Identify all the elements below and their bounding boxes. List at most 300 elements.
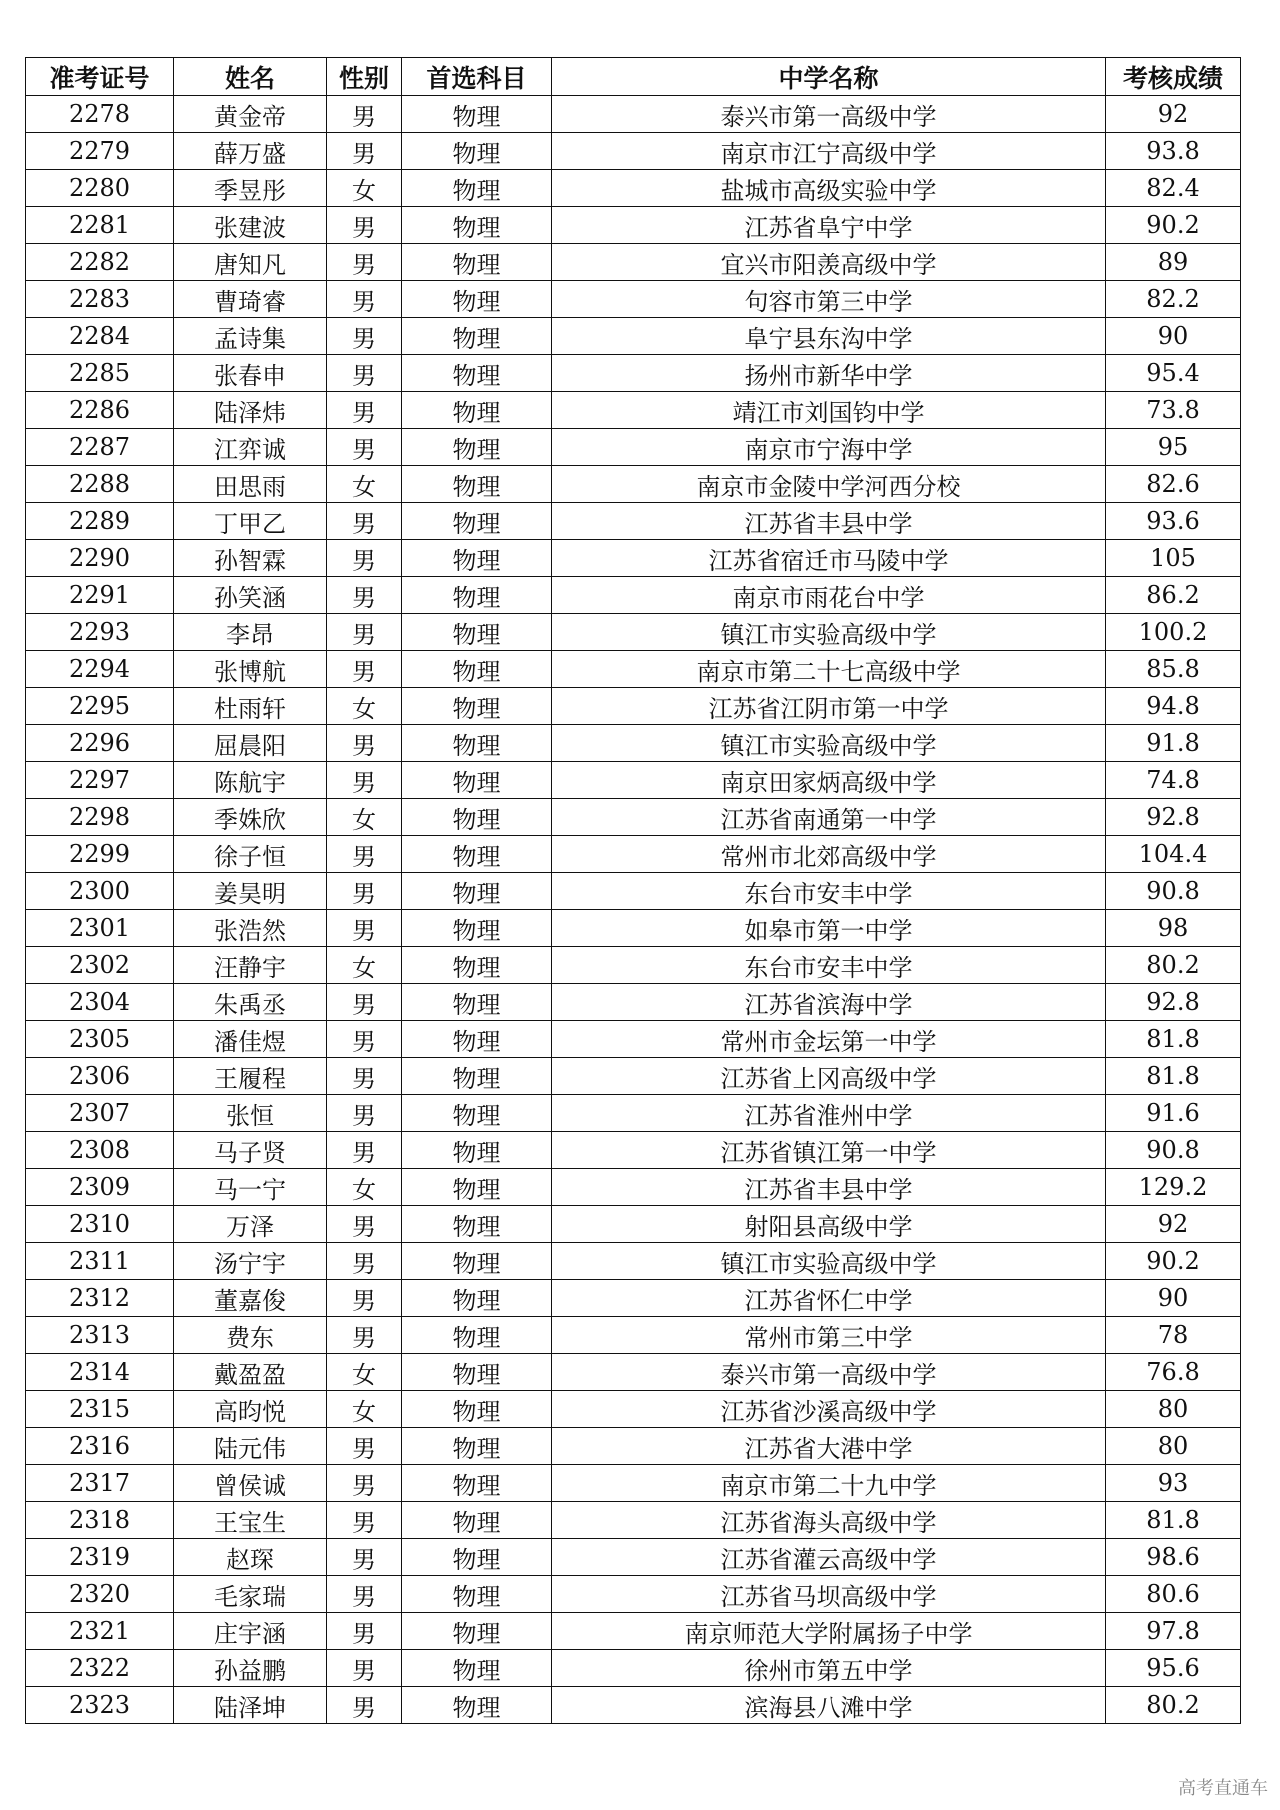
gender-cell: 男 bbox=[327, 1280, 402, 1317]
score-cell: 78 bbox=[1106, 1317, 1241, 1354]
school-cell: 江苏省阜宁中学 bbox=[552, 207, 1106, 244]
score-cell: 95.4 bbox=[1106, 355, 1241, 392]
table-row bbox=[26, 96, 1241, 133]
table-row bbox=[26, 1132, 1241, 1169]
score-cell: 97.8 bbox=[1106, 1613, 1241, 1650]
subject-cell: 物理 bbox=[402, 1169, 552, 1206]
subject-cell: 物理 bbox=[402, 947, 552, 984]
score-cell: 105 bbox=[1106, 540, 1241, 577]
score-cell: 76.8 bbox=[1106, 1354, 1241, 1391]
school-cell: 南京市第二十七高级中学 bbox=[552, 651, 1106, 688]
score-cell: 73.8 bbox=[1106, 392, 1241, 429]
name-cell: 马子贤 bbox=[174, 1132, 327, 1169]
table-row bbox=[26, 1391, 1241, 1428]
name-cell: 张春申 bbox=[174, 355, 327, 392]
name-cell: 孙智霖 bbox=[174, 540, 327, 577]
table-row bbox=[26, 614, 1241, 651]
name-cell: 李昂 bbox=[174, 614, 327, 651]
name-cell: 汤宁宇 bbox=[174, 1243, 327, 1280]
name-cell: 戴盈盈 bbox=[174, 1354, 327, 1391]
table-row bbox=[26, 836, 1241, 873]
gender-cell: 女 bbox=[327, 1354, 402, 1391]
exam-id-cell: 2280 bbox=[26, 170, 174, 207]
table-row bbox=[26, 1317, 1241, 1354]
exam-id-cell: 2312 bbox=[26, 1280, 174, 1317]
header-school: 中学名称 bbox=[552, 58, 1106, 96]
name-cell: 马一宁 bbox=[174, 1169, 327, 1206]
school-cell: 南京市宁海中学 bbox=[552, 429, 1106, 466]
name-cell: 屈晨阳 bbox=[174, 725, 327, 762]
subject-cell: 物理 bbox=[402, 1428, 552, 1465]
school-cell: 镇江市实验高级中学 bbox=[552, 1243, 1106, 1280]
exam-id-cell: 2316 bbox=[26, 1428, 174, 1465]
score-cell: 82.4 bbox=[1106, 170, 1241, 207]
table-row bbox=[26, 1206, 1241, 1243]
table-row bbox=[26, 392, 1241, 429]
score-cell: 92.8 bbox=[1106, 984, 1241, 1021]
subject-cell: 物理 bbox=[402, 1280, 552, 1317]
exam-id-cell: 2314 bbox=[26, 1354, 174, 1391]
school-cell: 常州市第三中学 bbox=[552, 1317, 1106, 1354]
subject-cell: 物理 bbox=[402, 1391, 552, 1428]
gender-cell: 男 bbox=[327, 1243, 402, 1280]
name-cell: 高昀悦 bbox=[174, 1391, 327, 1428]
school-cell: 江苏省江阴市第一中学 bbox=[552, 688, 1106, 725]
exam-id-cell: 2317 bbox=[26, 1465, 174, 1502]
table-row bbox=[26, 1243, 1241, 1280]
exam-id-cell: 2289 bbox=[26, 503, 174, 540]
subject-cell: 物理 bbox=[402, 355, 552, 392]
school-cell: 东台市安丰中学 bbox=[552, 873, 1106, 910]
name-cell: 唐知凡 bbox=[174, 244, 327, 281]
gender-cell: 男 bbox=[327, 1539, 402, 1576]
school-cell: 滨海县八滩中学 bbox=[552, 1687, 1106, 1724]
table-row bbox=[26, 947, 1241, 984]
exam-id-cell: 2300 bbox=[26, 873, 174, 910]
exam-id-cell: 2315 bbox=[26, 1391, 174, 1428]
exam-id-cell: 2285 bbox=[26, 355, 174, 392]
school-cell: 江苏省怀仁中学 bbox=[552, 1280, 1106, 1317]
school-cell: 江苏省丰县中学 bbox=[552, 1169, 1106, 1206]
subject-cell: 物理 bbox=[402, 1243, 552, 1280]
table-row bbox=[26, 762, 1241, 799]
score-cell: 80 bbox=[1106, 1391, 1241, 1428]
name-cell: 张浩然 bbox=[174, 910, 327, 947]
gender-cell: 男 bbox=[327, 725, 402, 762]
score-cell: 81.8 bbox=[1106, 1021, 1241, 1058]
school-cell: 南京师范大学附属扬子中学 bbox=[552, 1613, 1106, 1650]
score-cell: 90 bbox=[1106, 318, 1241, 355]
gender-cell: 男 bbox=[327, 1317, 402, 1354]
subject-cell: 物理 bbox=[402, 577, 552, 614]
school-cell: 泰兴市第一高级中学 bbox=[552, 96, 1106, 133]
gender-cell: 男 bbox=[327, 392, 402, 429]
table-row bbox=[26, 1354, 1241, 1391]
name-cell: 董嘉俊 bbox=[174, 1280, 327, 1317]
table-row bbox=[26, 1576, 1241, 1613]
score-cell: 95 bbox=[1106, 429, 1241, 466]
name-cell: 张恒 bbox=[174, 1095, 327, 1132]
exam-id-cell: 2307 bbox=[26, 1095, 174, 1132]
exam-id-cell: 2321 bbox=[26, 1613, 174, 1650]
header-gender: 性别 bbox=[327, 58, 402, 96]
table-row bbox=[26, 1095, 1241, 1132]
school-cell: 常州市北郊高级中学 bbox=[552, 836, 1106, 873]
score-cell: 92 bbox=[1106, 1206, 1241, 1243]
exam-id-cell: 2311 bbox=[26, 1243, 174, 1280]
exam-id-cell: 2320 bbox=[26, 1576, 174, 1613]
score-cell: 100.2 bbox=[1106, 614, 1241, 651]
exam-id-cell: 2323 bbox=[26, 1687, 174, 1724]
exam-id-cell: 2293 bbox=[26, 614, 174, 651]
name-cell: 陆泽炜 bbox=[174, 392, 327, 429]
gender-cell: 男 bbox=[327, 1613, 402, 1650]
name-cell: 姜昊明 bbox=[174, 873, 327, 910]
header-name: 姓名 bbox=[174, 58, 327, 96]
name-cell: 孙笑涵 bbox=[174, 577, 327, 614]
table-row bbox=[26, 799, 1241, 836]
school-cell: 句容市第三中学 bbox=[552, 281, 1106, 318]
gender-cell: 男 bbox=[327, 1132, 402, 1169]
school-cell: 宜兴市阳羡高级中学 bbox=[552, 244, 1106, 281]
school-cell: 镇江市实验高级中学 bbox=[552, 725, 1106, 762]
exam-id-cell: 2284 bbox=[26, 318, 174, 355]
exam-id-cell: 2318 bbox=[26, 1502, 174, 1539]
table-row bbox=[26, 910, 1241, 947]
subject-cell: 物理 bbox=[402, 984, 552, 1021]
name-cell: 陆元伟 bbox=[174, 1428, 327, 1465]
exam-id-cell: 2295 bbox=[26, 688, 174, 725]
name-cell: 杜雨轩 bbox=[174, 688, 327, 725]
header-exam-id: 准考证号 bbox=[26, 58, 174, 96]
exam-id-cell: 2305 bbox=[26, 1021, 174, 1058]
table-row bbox=[26, 1465, 1241, 1502]
exam-id-cell: 2322 bbox=[26, 1650, 174, 1687]
score-cell: 74.8 bbox=[1106, 762, 1241, 799]
school-cell: 江苏省大港中学 bbox=[552, 1428, 1106, 1465]
score-cell: 93 bbox=[1106, 1465, 1241, 1502]
school-cell: 江苏省马坝高级中学 bbox=[552, 1576, 1106, 1613]
gender-cell: 女 bbox=[327, 799, 402, 836]
name-cell: 赵琛 bbox=[174, 1539, 327, 1576]
table-row bbox=[26, 1539, 1241, 1576]
subject-cell: 物理 bbox=[402, 1317, 552, 1354]
school-cell: 江苏省灌云高级中学 bbox=[552, 1539, 1106, 1576]
exam-id-cell: 2290 bbox=[26, 540, 174, 577]
table-row bbox=[26, 651, 1241, 688]
exam-id-cell: 2288 bbox=[26, 466, 174, 503]
table-row bbox=[26, 577, 1241, 614]
gender-cell: 男 bbox=[327, 614, 402, 651]
subject-cell: 物理 bbox=[402, 503, 552, 540]
score-cell: 90.2 bbox=[1106, 207, 1241, 244]
subject-cell: 物理 bbox=[402, 1576, 552, 1613]
subject-cell: 物理 bbox=[402, 1058, 552, 1095]
gender-cell: 男 bbox=[327, 281, 402, 318]
gender-cell: 女 bbox=[327, 688, 402, 725]
name-cell: 黄金帝 bbox=[174, 96, 327, 133]
exam-id-cell: 2301 bbox=[26, 910, 174, 947]
gender-cell: 男 bbox=[327, 318, 402, 355]
score-cell: 98 bbox=[1106, 910, 1241, 947]
exam-id-cell: 2281 bbox=[26, 207, 174, 244]
name-cell: 潘佳煜 bbox=[174, 1021, 327, 1058]
score-cell: 91.8 bbox=[1106, 725, 1241, 762]
score-cell: 98.6 bbox=[1106, 1539, 1241, 1576]
name-cell: 曾侯诚 bbox=[174, 1465, 327, 1502]
subject-cell: 物理 bbox=[402, 429, 552, 466]
exam-id-cell: 2299 bbox=[26, 836, 174, 873]
subject-cell: 物理 bbox=[402, 910, 552, 947]
name-cell: 王宝生 bbox=[174, 1502, 327, 1539]
table-row bbox=[26, 170, 1241, 207]
exam-id-cell: 2313 bbox=[26, 1317, 174, 1354]
score-cell: 104.4 bbox=[1106, 836, 1241, 873]
score-cell: 92.8 bbox=[1106, 799, 1241, 836]
gender-cell: 男 bbox=[327, 355, 402, 392]
table-row bbox=[26, 1169, 1241, 1206]
school-cell: 江苏省上冈高级中学 bbox=[552, 1058, 1106, 1095]
school-cell: 扬州市新华中学 bbox=[552, 355, 1106, 392]
school-cell: 江苏省沙溪高级中学 bbox=[552, 1391, 1106, 1428]
score-cell: 93.6 bbox=[1106, 503, 1241, 540]
name-cell: 费东 bbox=[174, 1317, 327, 1354]
table-row bbox=[26, 984, 1241, 1021]
subject-cell: 物理 bbox=[402, 651, 552, 688]
table-row bbox=[26, 244, 1241, 281]
subject-cell: 物理 bbox=[402, 1206, 552, 1243]
exam-id-cell: 2283 bbox=[26, 281, 174, 318]
score-cell: 129.2 bbox=[1106, 1169, 1241, 1206]
subject-cell: 物理 bbox=[402, 1650, 552, 1687]
subject-cell: 物理 bbox=[402, 614, 552, 651]
exam-id-cell: 2287 bbox=[26, 429, 174, 466]
score-cell: 81.8 bbox=[1106, 1502, 1241, 1539]
exam-id-cell: 2309 bbox=[26, 1169, 174, 1206]
subject-cell: 物理 bbox=[402, 1465, 552, 1502]
gender-cell: 男 bbox=[327, 651, 402, 688]
score-cell: 90 bbox=[1106, 1280, 1241, 1317]
subject-cell: 物理 bbox=[402, 1613, 552, 1650]
exam-id-cell: 2302 bbox=[26, 947, 174, 984]
school-cell: 江苏省宿迁市马陵中学 bbox=[552, 540, 1106, 577]
name-cell: 陆泽坤 bbox=[174, 1687, 327, 1724]
subject-cell: 物理 bbox=[402, 207, 552, 244]
header-score: 考核成绩 bbox=[1106, 58, 1241, 96]
school-cell: 射阳县高级中学 bbox=[552, 1206, 1106, 1243]
exam-id-cell: 2286 bbox=[26, 392, 174, 429]
gender-cell: 男 bbox=[327, 836, 402, 873]
name-cell: 丁甲乙 bbox=[174, 503, 327, 540]
school-cell: 江苏省丰县中学 bbox=[552, 503, 1106, 540]
table-row bbox=[26, 1650, 1241, 1687]
table-row bbox=[26, 1058, 1241, 1095]
subject-cell: 物理 bbox=[402, 466, 552, 503]
subject-cell: 物理 bbox=[402, 170, 552, 207]
score-table bbox=[25, 57, 1241, 1724]
score-cell: 85.8 bbox=[1106, 651, 1241, 688]
gender-cell: 男 bbox=[327, 207, 402, 244]
name-cell: 薛万盛 bbox=[174, 133, 327, 170]
score-cell: 93.8 bbox=[1106, 133, 1241, 170]
school-cell: 阜宁县东沟中学 bbox=[552, 318, 1106, 355]
table-row bbox=[26, 1280, 1241, 1317]
subject-cell: 物理 bbox=[402, 836, 552, 873]
subject-cell: 物理 bbox=[402, 281, 552, 318]
exam-id-cell: 2294 bbox=[26, 651, 174, 688]
exam-id-cell: 2306 bbox=[26, 1058, 174, 1095]
score-cell: 86.2 bbox=[1106, 577, 1241, 614]
name-cell: 朱禹丞 bbox=[174, 984, 327, 1021]
score-cell: 80.2 bbox=[1106, 1687, 1241, 1724]
name-cell: 张博航 bbox=[174, 651, 327, 688]
score-cell: 90.2 bbox=[1106, 1243, 1241, 1280]
score-cell: 94.8 bbox=[1106, 688, 1241, 725]
subject-cell: 物理 bbox=[402, 1021, 552, 1058]
exam-id-cell: 2304 bbox=[26, 984, 174, 1021]
gender-cell: 男 bbox=[327, 1428, 402, 1465]
name-cell: 孟诗集 bbox=[174, 318, 327, 355]
exam-id-cell: 2278 bbox=[26, 96, 174, 133]
table-row bbox=[26, 725, 1241, 762]
name-cell: 张建波 bbox=[174, 207, 327, 244]
school-cell: 镇江市实验高级中学 bbox=[552, 614, 1106, 651]
school-cell: 常州市金坛第一中学 bbox=[552, 1021, 1106, 1058]
name-cell: 汪静宇 bbox=[174, 947, 327, 984]
gender-cell: 男 bbox=[327, 577, 402, 614]
name-cell: 季姝欣 bbox=[174, 799, 327, 836]
subject-cell: 物理 bbox=[402, 873, 552, 910]
table-row bbox=[26, 318, 1241, 355]
gender-cell: 男 bbox=[327, 1650, 402, 1687]
school-cell: 泰兴市第一高级中学 bbox=[552, 1354, 1106, 1391]
subject-cell: 物理 bbox=[402, 688, 552, 725]
gender-cell: 男 bbox=[327, 984, 402, 1021]
exam-id-cell: 2279 bbox=[26, 133, 174, 170]
school-cell: 江苏省淮州中学 bbox=[552, 1095, 1106, 1132]
gender-cell: 男 bbox=[327, 244, 402, 281]
name-cell: 毛家瑞 bbox=[174, 1576, 327, 1613]
school-cell: 如皋市第一中学 bbox=[552, 910, 1106, 947]
gender-cell: 女 bbox=[327, 1391, 402, 1428]
gender-cell: 男 bbox=[327, 540, 402, 577]
exam-id-cell: 2319 bbox=[26, 1539, 174, 1576]
gender-cell: 女 bbox=[327, 170, 402, 207]
school-cell: 东台市安丰中学 bbox=[552, 947, 1106, 984]
gender-cell: 男 bbox=[327, 873, 402, 910]
subject-cell: 物理 bbox=[402, 392, 552, 429]
gender-cell: 男 bbox=[327, 1021, 402, 1058]
score-cell: 80.6 bbox=[1106, 1576, 1241, 1613]
subject-cell: 物理 bbox=[402, 725, 552, 762]
gender-cell: 男 bbox=[327, 1502, 402, 1539]
school-cell: 江苏省海头高级中学 bbox=[552, 1502, 1106, 1539]
subject-cell: 物理 bbox=[402, 244, 552, 281]
gender-cell: 女 bbox=[327, 466, 402, 503]
subject-cell: 物理 bbox=[402, 133, 552, 170]
watermark: 高考直通车 bbox=[1178, 1778, 1268, 1799]
school-cell: 江苏省滨海中学 bbox=[552, 984, 1106, 1021]
gender-cell: 男 bbox=[327, 1206, 402, 1243]
table-row bbox=[26, 355, 1241, 392]
name-cell: 孙益鹏 bbox=[174, 1650, 327, 1687]
subject-cell: 物理 bbox=[402, 1095, 552, 1132]
gender-cell: 男 bbox=[327, 1465, 402, 1502]
school-cell: 靖江市刘国钧中学 bbox=[552, 392, 1106, 429]
gender-cell: 男 bbox=[327, 1576, 402, 1613]
table-row bbox=[26, 540, 1241, 577]
score-cell: 80.2 bbox=[1106, 947, 1241, 984]
exam-id-cell: 2291 bbox=[26, 577, 174, 614]
gender-cell: 男 bbox=[327, 1687, 402, 1724]
name-cell: 王履程 bbox=[174, 1058, 327, 1095]
table-row bbox=[26, 281, 1241, 318]
subject-cell: 物理 bbox=[402, 762, 552, 799]
gender-cell: 男 bbox=[327, 1058, 402, 1095]
name-cell: 徐子恒 bbox=[174, 836, 327, 873]
name-cell: 万泽 bbox=[174, 1206, 327, 1243]
school-cell: 南京市金陵中学河西分校 bbox=[552, 466, 1106, 503]
table-row bbox=[26, 1021, 1241, 1058]
score-cell: 80 bbox=[1106, 1428, 1241, 1465]
table-row bbox=[26, 1613, 1241, 1650]
exam-id-cell: 2296 bbox=[26, 725, 174, 762]
score-cell: 81.8 bbox=[1106, 1058, 1241, 1095]
gender-cell: 男 bbox=[327, 133, 402, 170]
gender-cell: 男 bbox=[327, 1095, 402, 1132]
table-row bbox=[26, 1428, 1241, 1465]
subject-cell: 物理 bbox=[402, 1687, 552, 1724]
school-cell: 南京市雨花台中学 bbox=[552, 577, 1106, 614]
header-subject: 首选科目 bbox=[402, 58, 552, 96]
school-cell: 江苏省南通第一中学 bbox=[552, 799, 1106, 836]
gender-cell: 男 bbox=[327, 429, 402, 466]
score-cell: 82.6 bbox=[1106, 466, 1241, 503]
school-cell: 江苏省镇江第一中学 bbox=[552, 1132, 1106, 1169]
header-row bbox=[26, 58, 1241, 96]
school-cell: 盐城市高级实验中学 bbox=[552, 170, 1106, 207]
gender-cell: 女 bbox=[327, 1169, 402, 1206]
table-row bbox=[26, 466, 1241, 503]
name-cell: 庄宇涵 bbox=[174, 1613, 327, 1650]
gender-cell: 女 bbox=[327, 947, 402, 984]
subject-cell: 物理 bbox=[402, 96, 552, 133]
table-row bbox=[26, 1687, 1241, 1724]
subject-cell: 物理 bbox=[402, 1354, 552, 1391]
subject-cell: 物理 bbox=[402, 1132, 552, 1169]
table-row bbox=[26, 503, 1241, 540]
name-cell: 江弈诚 bbox=[174, 429, 327, 466]
score-cell: 91.6 bbox=[1106, 1095, 1241, 1132]
subject-cell: 物理 bbox=[402, 318, 552, 355]
table-row bbox=[26, 207, 1241, 244]
score-cell: 90.8 bbox=[1106, 1132, 1241, 1169]
school-cell: 南京市第二十九中学 bbox=[552, 1465, 1106, 1502]
gender-cell: 男 bbox=[327, 503, 402, 540]
gender-cell: 男 bbox=[327, 96, 402, 133]
subject-cell: 物理 bbox=[402, 1539, 552, 1576]
table-row bbox=[26, 133, 1241, 170]
table-row bbox=[26, 688, 1241, 725]
table-row bbox=[26, 1502, 1241, 1539]
score-cell: 92 bbox=[1106, 96, 1241, 133]
name-cell: 季昱彤 bbox=[174, 170, 327, 207]
score-cell: 82.2 bbox=[1106, 281, 1241, 318]
exam-id-cell: 2310 bbox=[26, 1206, 174, 1243]
name-cell: 田思雨 bbox=[174, 466, 327, 503]
gender-cell: 男 bbox=[327, 910, 402, 947]
score-cell: 90.8 bbox=[1106, 873, 1241, 910]
